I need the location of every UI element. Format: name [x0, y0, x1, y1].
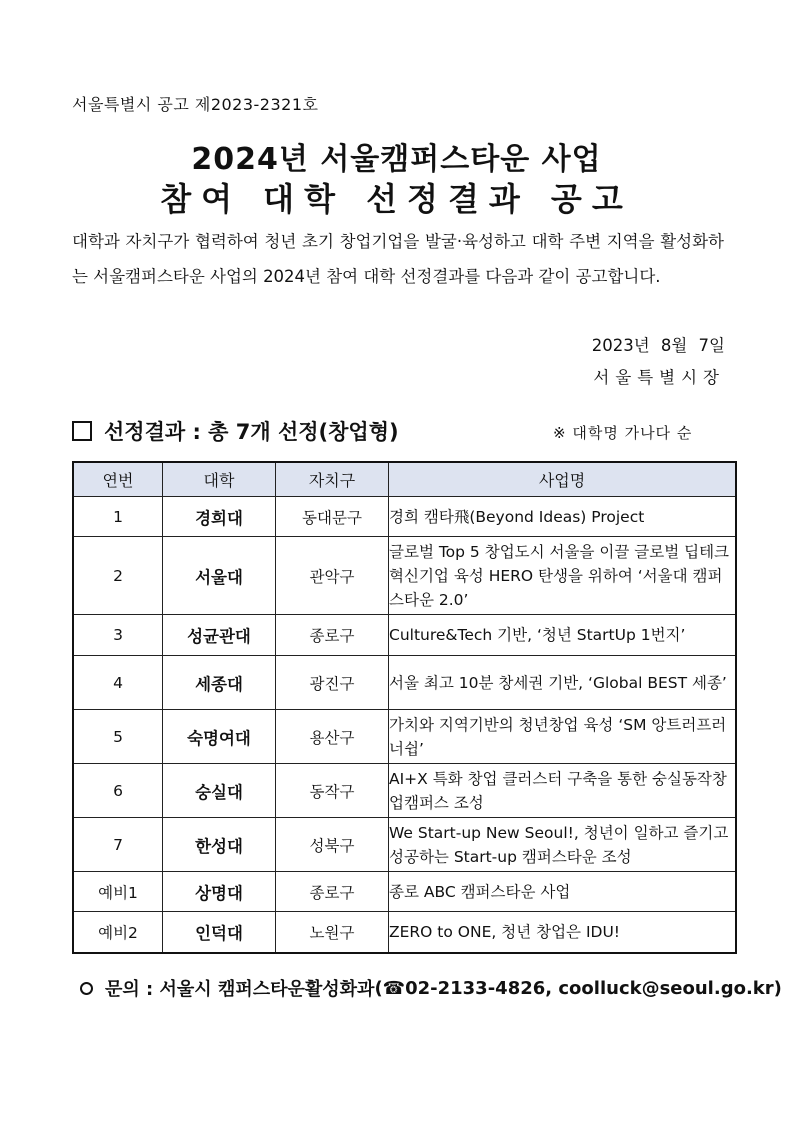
intro-paragraph: 대학과 자치구가 협력하여 청년 초기 창업기업을 발굴·육성하고 대학 주변 지역을 활성화하는 서울캠퍼스타운 사업의 2024년 참여 대학 선정결과를 다음과 같이 공고합니다. [72, 232, 724, 286]
row-no: 예비1 [73, 872, 163, 912]
table-row [73, 615, 736, 656]
notice-number: 서울특별시 공고 제2023-2321호 [72, 95, 319, 114]
row-no: 3 [73, 615, 163, 656]
header-university: 대학 [163, 462, 276, 497]
row-district: 동작구 [276, 764, 389, 818]
table-row [73, 710, 736, 764]
contact-details: 02-2133-4826, coolluck@seoul.go.kr) [405, 977, 782, 999]
table-row [73, 764, 736, 818]
row-district: 동대문구 [276, 497, 389, 537]
row-district: 광진구 [276, 656, 389, 710]
row-no: 5 [73, 710, 163, 764]
notice-date: 2023년 8월 7일 [591, 336, 725, 355]
row-project: 종로 ABC 캠퍼스타운 사업 [389, 872, 737, 912]
title-line1: 2024년 서울캠퍼스타운 사업 [191, 142, 602, 177]
contact-label: 문의 : 서울시 캠퍼스타운활성화과 [105, 979, 375, 1000]
result-heading-text: 선정결과 : 총 7개 선정(창업형) [104, 420, 399, 444]
row-project: 글로벌 Top 5 창업도시 서울을 이끌 글로벌 딥테크 혁신기업 육성 HERO 탄생을 위하여 ‘서울대 캠퍼스타운 2.0’ [389, 537, 737, 615]
table-row [73, 656, 736, 710]
row-project: 서울 최고 10분 창세권 기반, ‘Global BEST 세종’ [389, 656, 737, 710]
results-table [72, 461, 737, 954]
row-district: 노원구 [276, 912, 389, 953]
row-no: 1 [73, 497, 163, 537]
contact-line [80, 975, 782, 1001]
phone-icon: ☎ [382, 977, 406, 999]
contact-open-paren: ( [374, 977, 383, 999]
row-district: 관악구 [276, 537, 389, 615]
row-project: ZERO to ONE, 청년 창업은 IDU! [389, 912, 737, 953]
row-district: 종로구 [276, 872, 389, 912]
row-university: 숭실대 [163, 764, 276, 818]
row-university: 상명대 [163, 872, 276, 912]
row-district: 종로구 [276, 615, 389, 656]
table-row [73, 497, 736, 537]
header-project: 사업명 [389, 462, 737, 497]
table-row [73, 872, 736, 912]
row-university: 숙명여대 [163, 710, 276, 764]
table-row [73, 818, 736, 872]
row-university: 한성대 [163, 818, 276, 872]
row-no: 6 [73, 764, 163, 818]
sort-note: ※ 대학명 가나다 순 [553, 424, 693, 442]
checkbox-icon [72, 421, 92, 441]
row-project: 경희 캠타飛(Beyond Ideas) Project [389, 497, 737, 537]
header-district: 자치구 [276, 462, 389, 497]
row-project: Culture&Tech 기반, ‘청년 StartUp 1번지’ [389, 615, 737, 656]
row-project: We Start-up New Seoul!, 청년이 일하고 즐기고 성공하는 Start-up 캠퍼스타운 조성 [389, 818, 737, 872]
row-project: 가치와 지역기반의 청년창업 육성 ‘SM 앙트러프러너쉽’ [389, 710, 737, 764]
issuer: 서울특별시장 [593, 368, 725, 387]
row-university: 성균관대 [163, 615, 276, 656]
table-row [73, 537, 736, 615]
row-university: 서울대 [163, 537, 276, 615]
table-row [73, 912, 736, 953]
row-no: 2 [73, 537, 163, 615]
row-district: 용산구 [276, 710, 389, 764]
row-district: 성북구 [276, 818, 389, 872]
row-no: 7 [73, 818, 163, 872]
table-header-row [73, 462, 736, 497]
row-university: 인덕대 [163, 912, 276, 953]
row-no: 4 [73, 656, 163, 710]
title-line2: 참여 대학 선정결과 공고 [160, 180, 633, 218]
header-no: 연번 [73, 462, 163, 497]
row-no: 예비2 [73, 912, 163, 953]
result-heading [72, 416, 399, 446]
bullet-circle-icon [80, 982, 93, 995]
row-university: 세종대 [163, 656, 276, 710]
row-university: 경희대 [163, 497, 276, 537]
row-project: AI+X 특화 창업 클러스터 구축을 통한 숭실동작창업캠퍼스 조성 [389, 764, 737, 818]
